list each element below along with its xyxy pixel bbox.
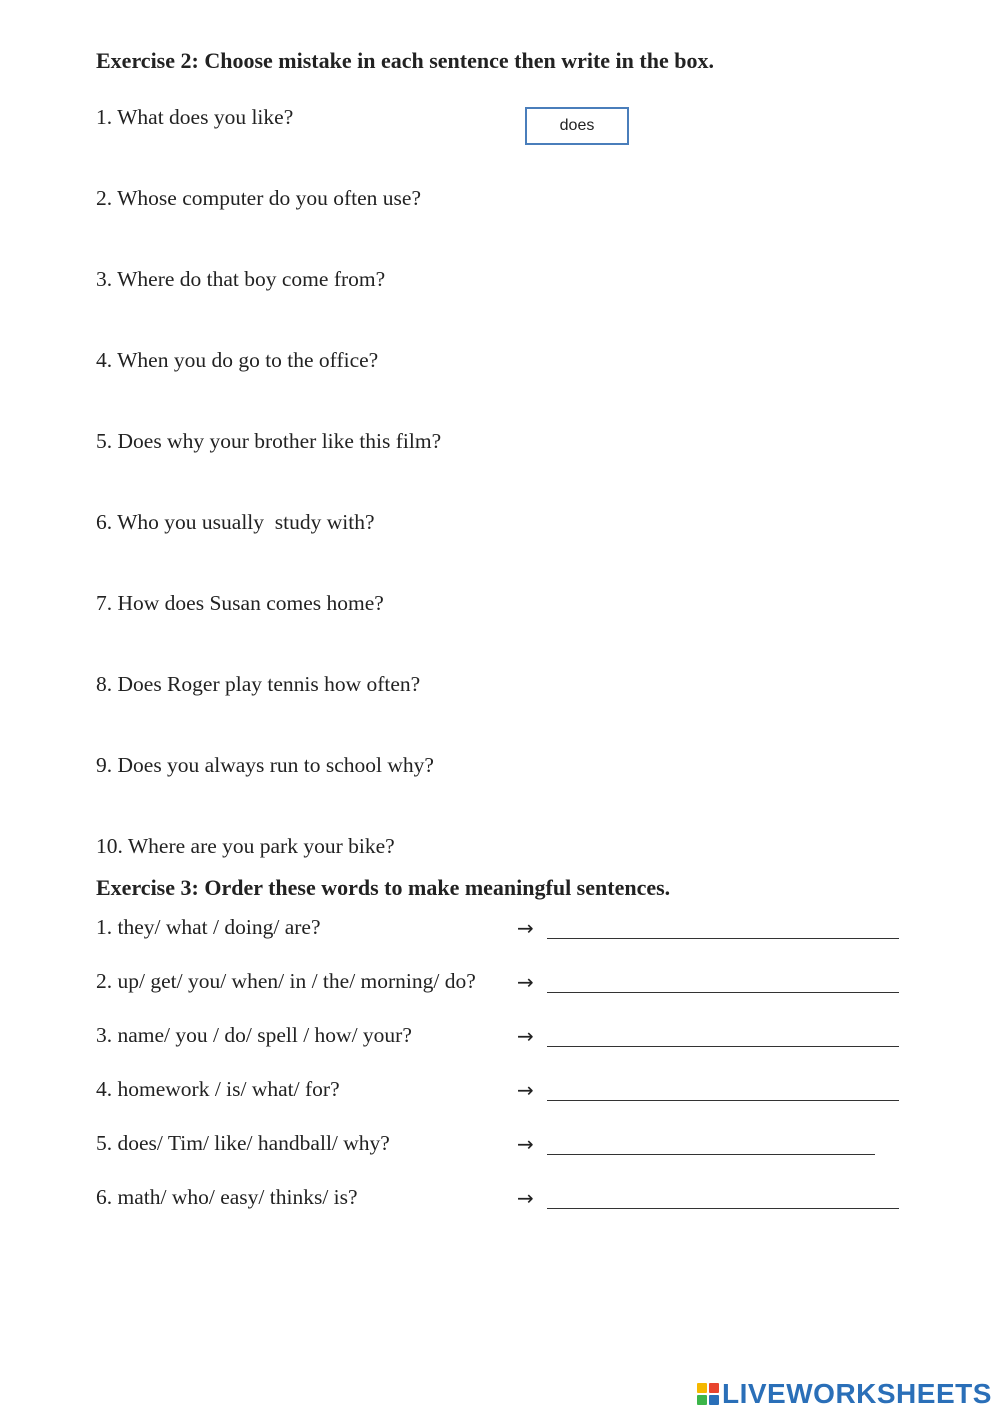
exercise-2-item: 6. Who you usually study with? bbox=[96, 510, 375, 534]
answer-line[interactable] bbox=[547, 1046, 899, 1047]
exercise-3-item: 5. does/ Tim/ like/ handball/ why? bbox=[96, 1131, 390, 1155]
logo-square bbox=[709, 1383, 719, 1393]
logo-square bbox=[697, 1383, 707, 1393]
exercise-2-title: Exercise 2: Choose mistake in each sentence then write in the box. bbox=[96, 48, 714, 73]
exercise-2-item: 9. Does you always run to school why? bbox=[96, 753, 434, 777]
answer-line[interactable] bbox=[547, 1154, 875, 1155]
exercise-3-item: 1. they/ what / doing/ are? bbox=[96, 915, 321, 939]
arrow-icon: → bbox=[517, 1132, 534, 1156]
exercise-3-title: Exercise 3: Order these words to make meaningful sentences. bbox=[96, 875, 671, 900]
exercise-2-item: 1. What does you like? bbox=[96, 105, 294, 129]
exercise-2-item: 10. Where are you park your bike? bbox=[96, 834, 395, 858]
exercise-2-item: 3. Where do that boy come from? bbox=[96, 267, 386, 291]
exercise-2-item: 8. Does Roger play tennis how often? bbox=[96, 672, 421, 696]
answer-box[interactable]: does bbox=[525, 107, 629, 145]
exercise-3-item: 2. up/ get/ you/ when/ in / the/ morning/ do? bbox=[96, 969, 476, 993]
answer-line[interactable] bbox=[547, 938, 899, 939]
arrow-icon: → bbox=[517, 1078, 534, 1102]
exercise-3-item: 6. math/ who/ easy/ thinks/ is? bbox=[96, 1185, 358, 1209]
arrow-icon: → bbox=[517, 970, 534, 994]
exercise-3-item: 4. homework / is/ what/ for? bbox=[96, 1077, 340, 1101]
arrow-icon: → bbox=[517, 916, 534, 940]
exercise-2-item: 7. How does Susan comes home? bbox=[96, 591, 384, 615]
answer-line[interactable] bbox=[547, 992, 899, 993]
answer-line[interactable] bbox=[547, 1100, 899, 1101]
logo-text: LIVEWORKSHEETS bbox=[722, 1378, 992, 1409]
exercise-2-item: 5. Does why your brother like this film? bbox=[96, 429, 442, 453]
logo-square bbox=[697, 1395, 707, 1405]
exercise-2-item: 4. When you do go to the office? bbox=[96, 348, 379, 372]
arrow-icon: → bbox=[517, 1024, 534, 1048]
answer-line[interactable] bbox=[547, 1208, 899, 1209]
exercise-2-item: 2. Whose computer do you often use? bbox=[96, 186, 422, 210]
arrow-icon: → bbox=[517, 1186, 534, 1210]
exercise-3-item: 3. name/ you / do/ spell / how/ your? bbox=[96, 1023, 412, 1047]
logo-mark-icon bbox=[697, 1383, 719, 1405]
liveworksheets-logo bbox=[697, 1377, 992, 1411]
logo-square bbox=[709, 1395, 719, 1405]
